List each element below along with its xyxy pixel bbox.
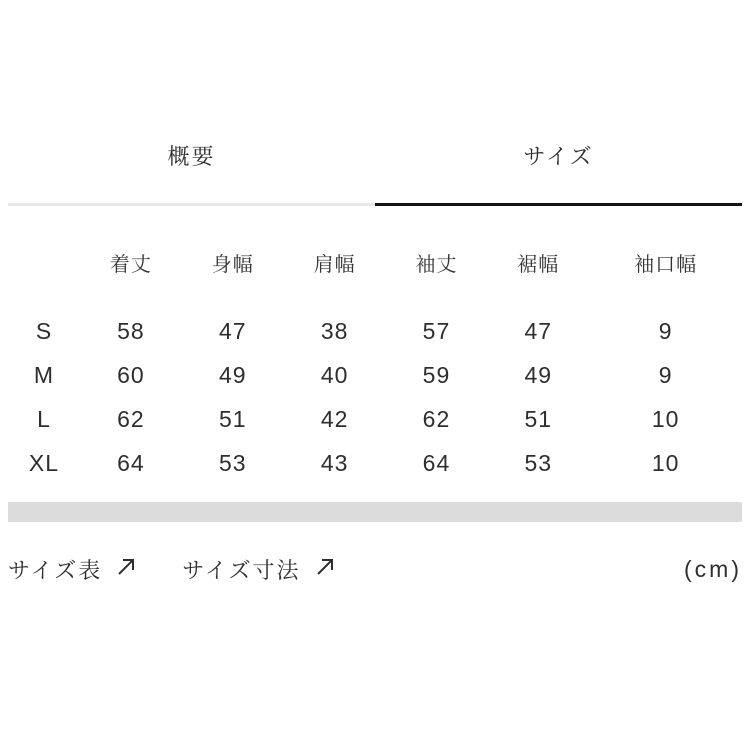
cell: 60 [117, 361, 145, 388]
cell: 64 [117, 449, 145, 476]
unit-label: (cm) [684, 556, 742, 582]
external-link-arrow-icon [114, 555, 138, 585]
tab-overview[interactable]: 概要 [8, 140, 375, 206]
size-chart-link-label: サイズ表 [8, 558, 103, 583]
size-table-header-row [8, 248, 742, 309]
cell: 53 [218, 449, 247, 476]
column-header: 着丈 [109, 254, 152, 276]
cell: 43 [320, 449, 349, 476]
column-header: 肩幅 [313, 254, 356, 276]
row-label: L [37, 405, 51, 432]
cell: 47 [218, 317, 247, 344]
size-chart-link[interactable] [8, 554, 138, 585]
row-label: M [33, 361, 55, 388]
footer [8, 554, 742, 585]
cell: 51 [524, 405, 553, 432]
cell: 64 [422, 449, 451, 476]
table-row-m [8, 353, 742, 397]
column-header: 袖丈 [415, 254, 458, 276]
horizontal-scrollbar[interactable] [8, 502, 742, 522]
column-header: 裾幅 [517, 254, 560, 276]
size-table [8, 248, 742, 485]
cell: 10 [651, 449, 680, 476]
cell: 62 [117, 405, 145, 432]
cell: 9 [658, 317, 673, 344]
column-header: 袖口幅 [634, 254, 698, 276]
external-link-arrow-icon [313, 555, 337, 585]
cell: 49 [218, 361, 247, 388]
row-label: S [35, 317, 53, 344]
tab-bar [8, 0, 742, 206]
table-row-xl [8, 441, 742, 485]
cell: 51 [218, 405, 247, 432]
cell: 62 [422, 405, 451, 432]
cell: 59 [422, 361, 451, 388]
cell: 53 [524, 449, 553, 476]
column-header: 身幅 [211, 254, 254, 276]
cell: 10 [651, 405, 680, 432]
size-table-corner [8, 248, 80, 309]
cell: 58 [117, 317, 145, 344]
cell: 9 [658, 361, 673, 388]
row-label: XL [28, 449, 60, 476]
size-dimensions-link[interactable] [182, 554, 336, 585]
table-row-l [8, 397, 742, 441]
cell: 42 [320, 405, 349, 432]
cell: 38 [320, 317, 349, 344]
cell: 49 [524, 361, 553, 388]
table-row-s [8, 309, 742, 353]
size-dimensions-link-label: サイズ寸法 [182, 558, 301, 583]
cell: 40 [320, 361, 349, 388]
tab-size[interactable]: サイズ [375, 140, 742, 206]
cell: 57 [422, 317, 451, 344]
cell: 47 [524, 317, 553, 344]
